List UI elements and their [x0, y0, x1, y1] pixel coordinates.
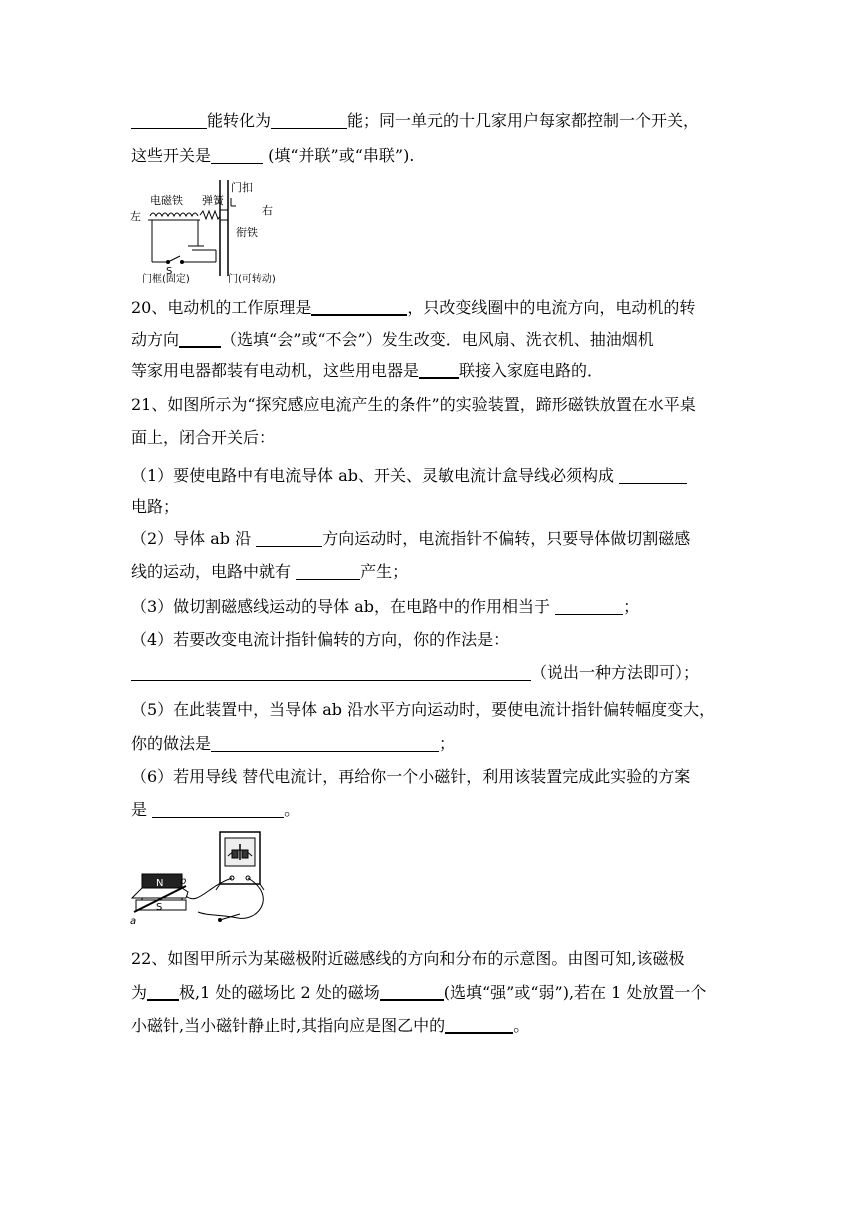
label-north: N [156, 878, 164, 889]
q21-part-1: （1）要使电路中有电流导体 ab、开关、灵敏电流计盒导线必须构成 [131, 466, 731, 486]
label-switch: S [166, 266, 173, 277]
answer-blank[interactable] [256, 530, 322, 547]
answer-blank[interactable] [296, 563, 360, 580]
q19-text: 这些开关是 [131, 146, 212, 165]
q21-part-6: （6）若用导线 替代电流计，再给你一个小磁针，利用该装置完成此实验的方案 [131, 767, 691, 786]
q20-text: 等家用电器都装有电动机，这些用电器是 [131, 361, 420, 380]
label-left: 左 [130, 210, 141, 223]
label-spring: 弹簧 [202, 194, 224, 207]
q21-part-2b: 线的运动，电路中就有 产生； [131, 562, 409, 581]
label-a: a [130, 916, 137, 927]
q21-part-4: （4）若要改变电流计指针偏转的方向，你的作法是： [131, 630, 510, 649]
q21-part-5b: 你的做法是 ； [131, 734, 456, 753]
q20-line-1 [131, 298, 731, 318]
label-armature: 衔铁 [236, 226, 258, 239]
q22-line-3: 小磁针,当小磁针静止时,其指向应是图乙中的 。 [131, 1016, 530, 1035]
coil-icon [150, 213, 198, 216]
q21-part-2: （2）导体 ab 沿 方向运动时，电流指针不偏转，只要导体做切割磁感 [131, 529, 691, 548]
induction-apparatus-diagram [128, 826, 278, 932]
label-b: b [180, 876, 187, 887]
answer-blank[interactable] [555, 598, 623, 615]
label-right: 右 [262, 204, 273, 217]
spring-icon [200, 211, 221, 219]
q21-part-6b: 是 。 [131, 800, 301, 819]
q21-stem-2: 面上，闭合开关后： [131, 428, 276, 447]
label-door: 门(可转动) [228, 274, 276, 284]
q21-stem-1: 21、如图所示为“探究感应电流产生的条件”的实验装置，蹄形磁铁放置在水平桌 [131, 395, 696, 414]
answer-blank[interactable] [445, 1016, 513, 1034]
answer-blank[interactable] [419, 361, 459, 379]
answer-blank[interactable] [147, 983, 179, 1001]
q20-text: （选填“会”或“不会”）发生改变．电风扇、洗衣机、抽油烟机 [221, 330, 654, 349]
q22-line-1: 22、如图甲所示为某磁极附近磁感线的方向和分布的示意图。由图可知,该磁极 [131, 949, 685, 968]
q21-part-3: （3）做切割磁感线运动的导体 ab，在电路中的作用相当于 ； [131, 597, 640, 616]
answer-blank[interactable] [211, 735, 439, 752]
q22-line-2: 为 极,1 处的磁场比 2 处的磁场 (选填“强”或“弱”),若在 1 处放置一个 [131, 983, 707, 1002]
q21-part-4b: （说出一种方法即可）； [131, 663, 731, 683]
q19-line-1 [131, 111, 731, 131]
door-latch-diagram [128, 176, 288, 284]
q19-text: 能转化为 [207, 111, 272, 130]
label-door-latch: 门扣 [231, 181, 253, 194]
label-south: S [156, 902, 163, 913]
q19-line-2 [131, 146, 731, 166]
answer-blank[interactable] [131, 112, 207, 129]
label-door-frame: 门框(固定) [142, 274, 190, 284]
answer-blank[interactable] [131, 664, 531, 681]
q20-text: 20、电动机的工作原理是 [131, 298, 312, 317]
q21-part-5: （5）在此装置中，当导体 ab 沿水平方向运动时，要使电流计指针偏转幅度变大， [131, 700, 716, 719]
q20-line-2 [131, 330, 731, 350]
label-electromagnet: 电磁铁 [150, 194, 183, 207]
q19-text: (填“并联”或“串联”). [263, 146, 415, 165]
q20-text: 动方向 [131, 330, 180, 349]
answer-blank[interactable] [380, 983, 444, 1001]
answer-blank[interactable] [619, 467, 687, 484]
answer-blank[interactable] [271, 112, 347, 129]
answer-blank[interactable] [211, 147, 263, 164]
q20-line-3 [131, 361, 731, 381]
q19-text: 能；同一单元的十几家用户每家都控制一个开关， [347, 111, 700, 130]
answer-blank[interactable] [179, 330, 221, 348]
q20-text: 联接入家庭电路的． [459, 361, 604, 380]
answer-blank[interactable] [152, 801, 284, 818]
q21-part-1b: 电路； [131, 497, 180, 516]
q20-text: ，只改变线圈中的电流方向，电动机的转 [407, 298, 696, 317]
answer-blank[interactable] [311, 298, 407, 316]
